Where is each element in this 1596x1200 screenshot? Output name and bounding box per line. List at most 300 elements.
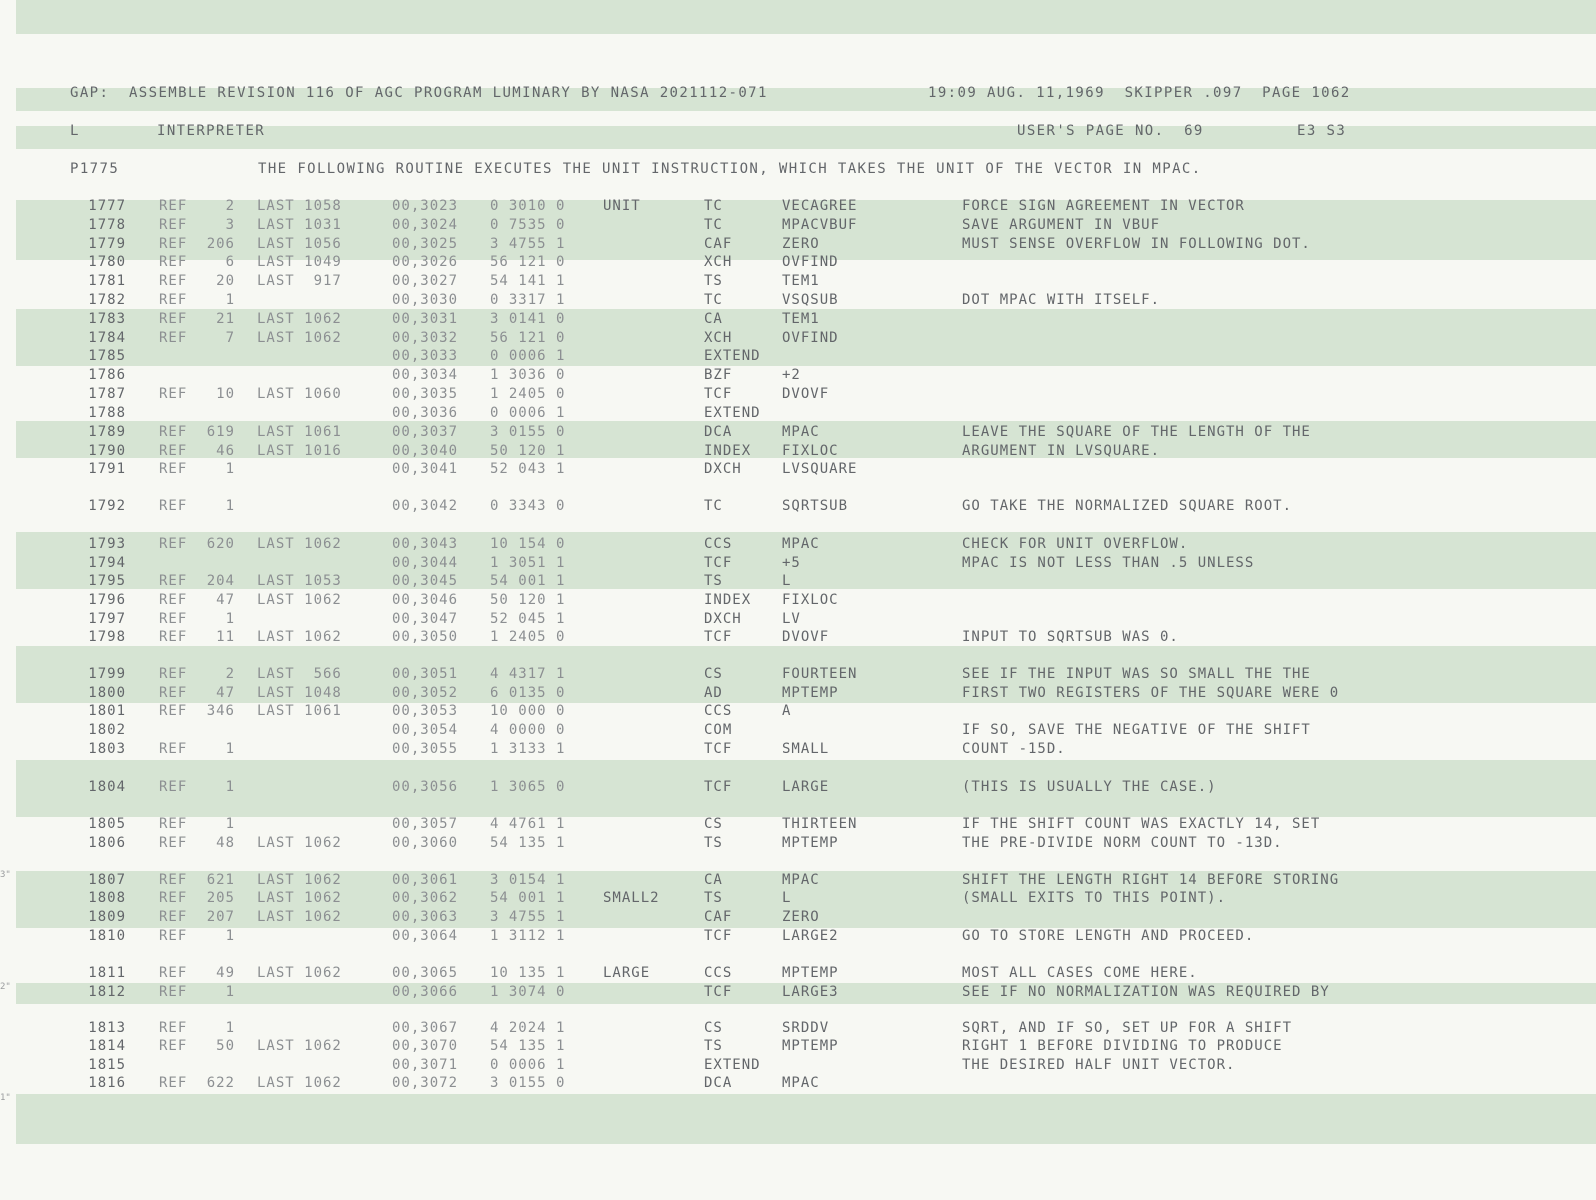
- line-seq: 1807: [88, 872, 126, 888]
- line-last: LAST 1053: [257, 573, 342, 589]
- listing-line: [16, 291, 1596, 310]
- line-opcode: TCF: [704, 928, 733, 944]
- line-addr: 00,3057: [392, 816, 459, 832]
- line-count: 1: [225, 779, 235, 795]
- line-count: 6: [225, 254, 235, 270]
- line-last: LAST 1062: [257, 1075, 342, 1091]
- line-operand: LVSQUARE: [782, 461, 858, 477]
- line-operand: OVFIND: [782, 254, 839, 270]
- line-last: LAST 1056: [257, 236, 342, 252]
- line-comment: RIGHT 1 BEFORE DIVIDING TO PRODUCE: [962, 1038, 1283, 1054]
- listing-line: [16, 197, 1596, 216]
- line-octal: 0 7535 0: [490, 217, 566, 233]
- line-opcode: DCA: [704, 424, 733, 440]
- margin-mark: 1": [0, 1093, 11, 1103]
- line-opcode: CAF: [704, 236, 733, 252]
- line-seq: 1782: [88, 292, 126, 308]
- line-addr: 00,3052: [392, 685, 459, 701]
- line-last: LAST 1062: [257, 872, 342, 888]
- line-opcode: TC: [704, 217, 723, 233]
- line-operand: DVOVF: [782, 629, 830, 645]
- line-opcode: TCF: [704, 386, 733, 402]
- line-octal: 54 135 1: [490, 1038, 566, 1054]
- line-count: 2: [225, 666, 235, 682]
- line-operand: VSQSUB: [782, 292, 839, 308]
- line-addr: 00,3071: [392, 1057, 459, 1073]
- header-title: GAP: ASSEMBLE REVISION 116 OF AGC PROGRAM LUMINARY BY NASA 2021112-071: [70, 85, 768, 101]
- line-last: LAST 1062: [257, 835, 342, 851]
- line-last: LAST 566: [257, 666, 342, 682]
- line-opcode: CS: [704, 666, 723, 682]
- line-octal: 10 000 0: [490, 703, 566, 719]
- line-ref: REF: [159, 386, 188, 402]
- line-octal: 4 4317 1: [490, 666, 566, 682]
- line-seq: 1804: [88, 779, 126, 795]
- line-ref: REF: [159, 890, 188, 906]
- line-comment: DOT MPAC WITH ITSELF.: [962, 292, 1161, 308]
- line-octal: 10 154 0: [490, 536, 566, 552]
- line-operand: ZERO: [782, 236, 820, 252]
- listing-line: [16, 684, 1596, 703]
- line-last: LAST 1062: [257, 965, 342, 981]
- listing-line: [16, 235, 1596, 254]
- line-count: 1: [225, 611, 235, 627]
- line-operand: SQRTSUB: [782, 498, 849, 514]
- line-octal: 3 0155 0: [490, 1075, 566, 1091]
- line-operand: SMALL: [782, 741, 830, 757]
- line-opcode: DCA: [704, 1075, 733, 1091]
- line-ref: REF: [159, 536, 188, 552]
- line-opcode: XCH: [704, 330, 733, 346]
- line-seq: 1790: [88, 443, 126, 459]
- line-opcode: CCS: [704, 703, 733, 719]
- line-comment: LEAVE THE SQUARE OF THE LENGTH OF THE: [962, 424, 1311, 440]
- line-opcode: CA: [704, 311, 723, 327]
- line-last: LAST 1049: [257, 254, 342, 270]
- line-addr: 00,3024: [392, 217, 459, 233]
- line-count: 47: [216, 685, 235, 701]
- line-comment: MOST ALL CASES COME HERE.: [962, 965, 1198, 981]
- line-ref: REF: [159, 311, 188, 327]
- line-octal: 3 0141 0: [490, 311, 566, 327]
- line-addr: 00,3060: [392, 835, 459, 851]
- line-octal: 4 0000 0: [490, 722, 566, 738]
- line-addr: 00,3031: [392, 311, 459, 327]
- line-octal: 10 135 1: [490, 965, 566, 981]
- line-operand: A: [782, 703, 792, 719]
- line-ref: REF: [159, 217, 188, 233]
- line-count: 10: [216, 386, 235, 402]
- line-last: LAST 1016: [257, 443, 342, 459]
- line-octal: 1 3074 0: [490, 984, 566, 1000]
- line-ref: REF: [159, 461, 188, 477]
- listing-line: [16, 721, 1596, 740]
- line-addr: 00,3025: [392, 236, 459, 252]
- paper-band: [16, 1094, 1596, 1144]
- line-operand: FIXLOC: [782, 443, 839, 459]
- line-opcode: EXTEND: [704, 348, 761, 364]
- line-octal: 54 001 1: [490, 573, 566, 589]
- line-ref: REF: [159, 1075, 188, 1091]
- line-addr: 00,3055: [392, 741, 459, 757]
- line-count: 1: [225, 1020, 235, 1036]
- line-octal: 50 120 1: [490, 592, 566, 608]
- line-ref: REF: [159, 443, 188, 459]
- line-seq: 1797: [88, 611, 126, 627]
- line-ref: REF: [159, 498, 188, 514]
- line-last: LAST 1062: [257, 909, 342, 925]
- line-ref: REF: [159, 273, 188, 289]
- line-operand: FIXLOC: [782, 592, 839, 608]
- line-ref: REF: [159, 573, 188, 589]
- line-opcode: CCS: [704, 965, 733, 981]
- line-count: 622: [206, 1075, 235, 1091]
- line-ref: REF: [159, 984, 188, 1000]
- line-ref: REF: [159, 909, 188, 925]
- line-opcode: TCF: [704, 741, 733, 757]
- line-count: 205: [206, 890, 235, 906]
- line-addr: 00,3047: [392, 611, 459, 627]
- listing-line: [16, 1056, 1596, 1075]
- line-octal: 1 3133 1: [490, 741, 566, 757]
- paper-band: [16, 0, 1596, 34]
- line-opcode: CS: [704, 1020, 723, 1036]
- line-opcode: INDEX: [704, 443, 752, 459]
- line-last: LAST 1062: [257, 330, 342, 346]
- line-comment: INPUT TO SQRTSUB WAS 0.: [962, 629, 1179, 645]
- line-operand: LARGE: [782, 779, 830, 795]
- listing-line: [16, 460, 1596, 479]
- line-count: 620: [206, 536, 235, 552]
- line-count: 1: [225, 498, 235, 514]
- line-comment: GO TO STORE LENGTH AND PROCEED.: [962, 928, 1255, 944]
- line-comment: THE PRE-DIVIDE NORM COUNT TO -13D.: [962, 835, 1283, 851]
- line-count: 207: [206, 909, 235, 925]
- line-seq: 1787: [88, 386, 126, 402]
- line-count: 7: [225, 330, 235, 346]
- listing-line: [16, 572, 1596, 591]
- line-octal: 56 121 0: [490, 330, 566, 346]
- line-count: 3: [225, 217, 235, 233]
- header-section: INTERPRETER: [157, 123, 266, 139]
- intro-text: THE FOLLOWING ROUTINE EXECUTES THE UNIT INSTRUCTION, WHICH TAKES THE UNIT OF THE VECTOR IN MPAC.: [258, 161, 1202, 177]
- listing-line: [16, 497, 1596, 516]
- line-count: 1: [225, 461, 235, 477]
- line-addr: 00,3056: [392, 779, 459, 795]
- line-opcode: BZF: [704, 367, 733, 383]
- line-operand: ZERO: [782, 909, 820, 925]
- line-comment: IF THE SHIFT COUNT WAS EXACTLY 14, SET: [962, 816, 1321, 832]
- line-operand: TEM1: [782, 311, 820, 327]
- line-last: LAST 1062: [257, 592, 342, 608]
- line-label: LARGE: [603, 965, 651, 981]
- header-type: L: [70, 123, 80, 139]
- line-opcode: CCS: [704, 536, 733, 552]
- line-opcode: CAF: [704, 909, 733, 925]
- line-addr: 00,3040: [392, 443, 459, 459]
- line-seq: 1777: [88, 198, 126, 214]
- line-addr: 00,3043: [392, 536, 459, 552]
- line-ref: REF: [159, 292, 188, 308]
- line-addr: 00,3050: [392, 629, 459, 645]
- line-octal: 1 3112 1: [490, 928, 566, 944]
- line-addr: 00,3037: [392, 424, 459, 440]
- line-count: 621: [206, 872, 235, 888]
- line-ref: REF: [159, 1038, 188, 1054]
- header-user-page: USER'S PAGE NO. 69: [1017, 123, 1204, 139]
- line-count: 47: [216, 592, 235, 608]
- header-date-page: 19:09 AUG. 11,1969 SKIPPER .097 PAGE 1062: [928, 85, 1351, 101]
- line-addr: 00,3036: [392, 405, 459, 421]
- listing-line: [16, 889, 1596, 908]
- line-addr: 00,3042: [392, 498, 459, 514]
- line-ref: REF: [159, 666, 188, 682]
- line-seq: 1796: [88, 592, 126, 608]
- line-count: 48: [216, 835, 235, 851]
- header-code: E3 S3: [1297, 123, 1347, 139]
- line-seq: 1812: [88, 984, 126, 1000]
- line-seq: 1816: [88, 1075, 126, 1091]
- line-seq: 1805: [88, 816, 126, 832]
- listing-line: [16, 815, 1596, 834]
- line-count: 206: [206, 236, 235, 252]
- line-comment: MPAC IS NOT LESS THAN .5 UNLESS: [962, 555, 1255, 571]
- line-seq: 1785: [88, 348, 126, 364]
- line-seq: 1798: [88, 629, 126, 645]
- line-addr: 00,3033: [392, 348, 459, 364]
- line-operand: MPTEMP: [782, 1038, 839, 1054]
- line-opcode: TCF: [704, 629, 733, 645]
- listing-line: [16, 1019, 1596, 1038]
- line-operand: MPTEMP: [782, 685, 839, 701]
- line-last: LAST 917: [257, 273, 342, 289]
- line-ref: REF: [159, 330, 188, 346]
- line-ref: REF: [159, 703, 188, 719]
- line-count: 619: [206, 424, 235, 440]
- line-comment: GO TAKE THE NORMALIZED SQUARE ROOT.: [962, 498, 1293, 514]
- line-seq: 1801: [88, 703, 126, 719]
- line-comment: SEE IF NO NORMALIZATION WAS REQUIRED BY: [962, 984, 1330, 1000]
- line-seq: 1792: [88, 498, 126, 514]
- line-octal: 52 045 1: [490, 611, 566, 627]
- line-seq: 1789: [88, 424, 126, 440]
- line-octal: 0 3343 0: [490, 498, 566, 514]
- line-addr: 00,3064: [392, 928, 459, 944]
- line-opcode: DXCH: [704, 461, 742, 477]
- line-seq: 1779: [88, 236, 126, 252]
- line-comment: MUST SENSE OVERFLOW IN FOLLOWING DOT.: [962, 236, 1311, 252]
- line-label: UNIT: [603, 198, 641, 214]
- line-opcode: TS: [704, 835, 723, 851]
- line-ref: REF: [159, 965, 188, 981]
- line-octal: 0 0006 1: [490, 1057, 566, 1073]
- line-last: LAST 1061: [257, 703, 342, 719]
- line-octal: 1 3065 0: [490, 779, 566, 795]
- line-addr: 00,3035: [392, 386, 459, 402]
- listing-line: [16, 216, 1596, 235]
- line-addr: 00,3072: [392, 1075, 459, 1091]
- line-seq: 1784: [88, 330, 126, 346]
- line-addr: 00,3054: [392, 722, 459, 738]
- line-opcode: TS: [704, 890, 723, 906]
- line-seq: 1808: [88, 890, 126, 906]
- listing-line: [16, 310, 1596, 329]
- line-ref: REF: [159, 928, 188, 944]
- line-seq: 1809: [88, 909, 126, 925]
- line-comment: (SMALL EXITS TO THIS POINT).: [962, 890, 1227, 906]
- line-seq: 1803: [88, 741, 126, 757]
- line-opcode: TCF: [704, 555, 733, 571]
- line-seq: 1791: [88, 461, 126, 477]
- margin-mark: 3": [0, 870, 11, 880]
- line-seq: 1778: [88, 217, 126, 233]
- line-octal: 54 135 1: [490, 835, 566, 851]
- line-addr: 00,3032: [392, 330, 459, 346]
- line-octal: 0 3010 0: [490, 198, 566, 214]
- line-opcode: TC: [704, 498, 723, 514]
- listing-line: [16, 366, 1596, 385]
- line-comment: FORCE SIGN AGREEMENT IN VECTOR: [962, 198, 1245, 214]
- line-operand: MPAC: [782, 536, 820, 552]
- line-octal: 54 001 1: [490, 890, 566, 906]
- listing-line: [16, 253, 1596, 272]
- line-addr: 00,3045: [392, 573, 459, 589]
- line-octal: 0 0006 1: [490, 348, 566, 364]
- line-comment: SAVE ARGUMENT IN VBUF: [962, 217, 1161, 233]
- line-opcode: XCH: [704, 254, 733, 270]
- line-ref: REF: [159, 835, 188, 851]
- line-opcode: TS: [704, 573, 723, 589]
- line-addr: 00,3062: [392, 890, 459, 906]
- line-operand: L: [782, 573, 792, 589]
- line-addr: 00,3061: [392, 872, 459, 888]
- margin-mark: 2": [0, 982, 11, 992]
- line-addr: 00,3051: [392, 666, 459, 682]
- line-seq: 1806: [88, 835, 126, 851]
- line-count: 1: [225, 741, 235, 757]
- line-seq: 1783: [88, 311, 126, 327]
- line-opcode: AD: [704, 685, 723, 701]
- line-octal: 1 3051 1: [490, 555, 566, 571]
- line-octal: 3 0155 0: [490, 424, 566, 440]
- listing-line: [16, 329, 1596, 348]
- line-octal: 1 2405 0: [490, 629, 566, 645]
- line-addr: 00,3026: [392, 254, 459, 270]
- line-count: 21: [216, 311, 235, 327]
- line-last: LAST 1062: [257, 536, 342, 552]
- line-octal: 50 120 1: [490, 443, 566, 459]
- listing-sheet: [16, 0, 1596, 1200]
- line-last: LAST 1048: [257, 685, 342, 701]
- line-count: 50: [216, 1038, 235, 1054]
- listing-line: [16, 628, 1596, 647]
- line-ref: REF: [159, 779, 188, 795]
- listing-line: [16, 834, 1596, 853]
- listing-line: [16, 871, 1596, 890]
- line-octal: 6 0135 0: [490, 685, 566, 701]
- line-seq: 1813: [88, 1020, 126, 1036]
- listing-line: [16, 1074, 1596, 1093]
- line-octal: 3 4755 1: [490, 236, 566, 252]
- listing-line: [16, 702, 1596, 721]
- line-last: LAST 1062: [257, 629, 342, 645]
- line-count: 204: [206, 573, 235, 589]
- line-opcode: TS: [704, 273, 723, 289]
- line-octal: 4 2024 1: [490, 1020, 566, 1036]
- listing-line: [16, 610, 1596, 629]
- line-seq: 1800: [88, 685, 126, 701]
- line-comment: THE DESIRED HALF UNIT VECTOR.: [962, 1057, 1236, 1073]
- line-operand: OVFIND: [782, 330, 839, 346]
- line-operand: LARGE3: [782, 984, 839, 1000]
- line-seq: 1795: [88, 573, 126, 589]
- listing-line: [16, 272, 1596, 291]
- line-seq: 1786: [88, 367, 126, 383]
- line-opcode: INDEX: [704, 592, 752, 608]
- listing-line: [16, 404, 1596, 423]
- line-operand: +2: [782, 367, 801, 383]
- line-octal: 1 2405 0: [490, 386, 566, 402]
- line-addr: 00,3070: [392, 1038, 459, 1054]
- line-addr: 00,3041: [392, 461, 459, 477]
- line-addr: 00,3030: [392, 292, 459, 308]
- line-last: LAST 1060: [257, 386, 342, 402]
- line-count: 11: [216, 629, 235, 645]
- listing-line: [16, 442, 1596, 461]
- line-operand: VECAGREE: [782, 198, 858, 214]
- line-octal: 56 121 0: [490, 254, 566, 270]
- line-count: 1: [225, 292, 235, 308]
- line-operand: MPAC: [782, 872, 820, 888]
- listing-line: [16, 385, 1596, 404]
- line-addr: 00,3065: [392, 965, 459, 981]
- line-last: LAST 1062: [257, 890, 342, 906]
- line-last: LAST 1062: [257, 311, 342, 327]
- line-count: 1: [225, 928, 235, 944]
- line-ref: REF: [159, 236, 188, 252]
- line-opcode: TC: [704, 198, 723, 214]
- line-ref: REF: [159, 741, 188, 757]
- listing-line: [16, 927, 1596, 946]
- line-octal: 0 0006 1: [490, 405, 566, 421]
- line-operand: MPTEMP: [782, 965, 839, 981]
- listing-line: [16, 535, 1596, 554]
- listing-line: [16, 740, 1596, 759]
- listing-line: [16, 983, 1596, 1002]
- line-octal: 52 043 1: [490, 461, 566, 477]
- line-seq: 1810: [88, 928, 126, 944]
- line-seq: 1794: [88, 555, 126, 571]
- line-operand: LV: [782, 611, 801, 627]
- line-octal: 3 4755 1: [490, 909, 566, 925]
- line-label: SMALL2: [603, 890, 660, 906]
- line-operand: TEM1: [782, 273, 820, 289]
- line-addr: 00,3027: [392, 273, 459, 289]
- intro-seq: P1775: [70, 161, 120, 177]
- line-count: 20: [216, 273, 235, 289]
- line-operand: +5: [782, 555, 801, 571]
- line-comment: SHIFT THE LENGTH RIGHT 14 BEFORE STORING: [962, 872, 1340, 888]
- listing-line: [16, 591, 1596, 610]
- line-last: LAST 1062: [257, 1038, 342, 1054]
- line-count: 346: [206, 703, 235, 719]
- line-opcode: DXCH: [704, 611, 742, 627]
- line-opcode: EXTEND: [704, 405, 761, 421]
- line-opcode: CS: [704, 816, 723, 832]
- line-operand: SRDDV: [782, 1020, 830, 1036]
- line-operand: THIRTEEN: [782, 816, 858, 832]
- line-opcode: COM: [704, 722, 733, 738]
